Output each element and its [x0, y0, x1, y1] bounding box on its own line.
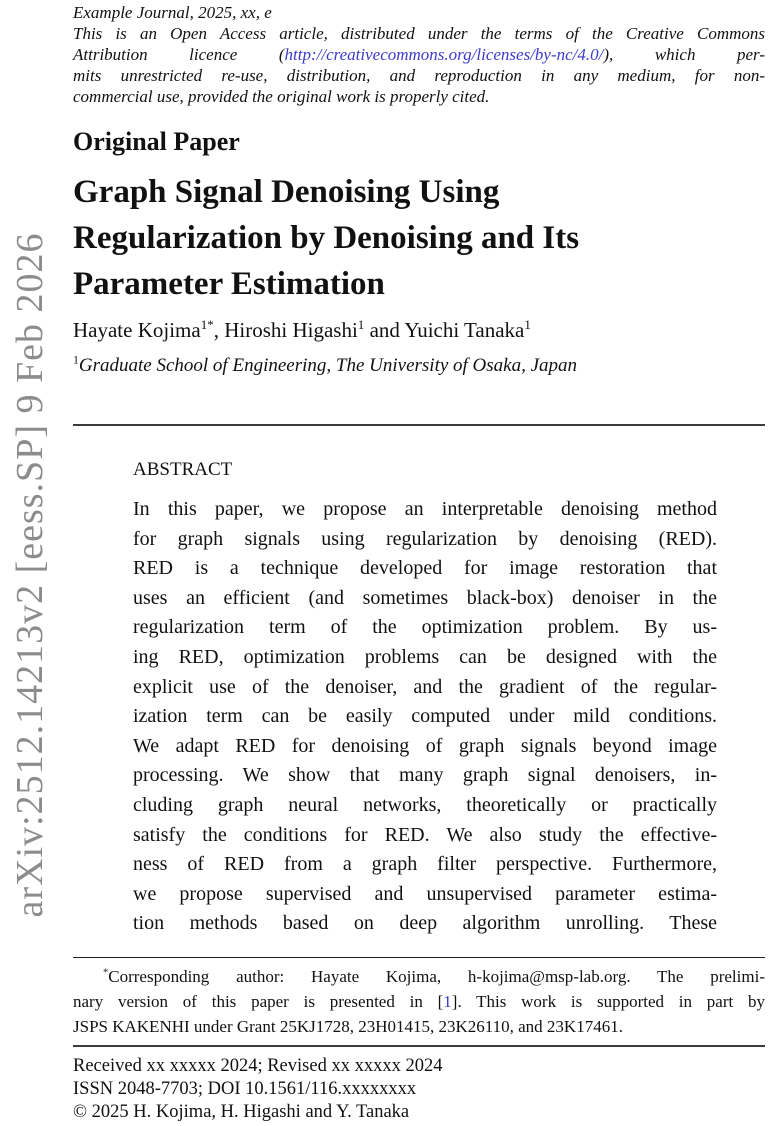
citation-1-link[interactable]: 1	[443, 991, 452, 1011]
license-line-2-post: ), which per-	[603, 45, 765, 64]
abstract-line: satisfy the conditions for RED. We also study the effective-	[133, 823, 717, 846]
abstract-line: for graph signals using regularization by denoising (RED).	[133, 527, 717, 550]
imprint-block	[73, 1055, 765, 1124]
abstract-line: explicit use of the denoiser, and the gradient of the regular-	[133, 675, 717, 698]
author-2: Hiroshi Higashi	[224, 318, 358, 342]
affiliation-text: Graduate School of Engineering, The University of Osaka, Japan	[78, 355, 578, 376]
license-line-2	[73, 44, 765, 65]
footnote-line-2-post: ]. This work is supported in part by	[451, 991, 765, 1011]
license-line-2-pre: Attribution licence (	[73, 45, 285, 64]
footnote-line-2-pre: nary version of this paper is presented in [	[73, 991, 444, 1011]
abstract-line: ization term can be easily computed under mild conditions.	[133, 705, 717, 728]
author-1-affiliation-mark: 1*	[200, 317, 214, 332]
abstract-line: ness of RED from a graph filter perspective. Furthermore,	[133, 853, 717, 876]
author-3: Yuichi Tanaka	[404, 318, 525, 342]
author-separator-2: and	[364, 318, 405, 342]
arxiv-watermark: arXiv:2512.14213v2 [eess.SP] 9 Feb 2026	[9, 232, 51, 918]
abstract-line: tion methods based on deep algorithm unrolling. These	[133, 912, 717, 935]
paper-title-line-1: Graph Signal Denoising Using	[73, 174, 500, 210]
affiliation-mark: 1	[73, 353, 79, 367]
affiliation-line	[73, 353, 765, 379]
abstract-line: we propose supervised and unsupervised parameter estima-	[133, 882, 717, 905]
authors-line	[73, 317, 765, 343]
abstract-heading: ABSTRACT	[133, 459, 233, 480]
license-line-1: This is an Open Access article, distributed under the terms of the Creative Commons	[73, 24, 765, 43]
paper-title-line-3: Parameter Estimation	[73, 266, 385, 302]
journal-header	[73, 2, 765, 107]
abstract-line: cluding graph neural networks, theoretically or practically	[133, 793, 717, 816]
author-3-affiliation-mark: 1	[524, 317, 531, 332]
footnote-separator-rule	[73, 957, 765, 958]
footnote-line-1-text: Corresponding author: Hayate Kojima, h-kojima@msp-lab.org. The prelimi-	[108, 966, 765, 986]
footnote-line-1	[73, 964, 765, 989]
footnote-asterisk: *	[103, 967, 109, 979]
copyright-line: © 2025 H. Kojima, H. Higashi and Y. Tanaka	[73, 1101, 410, 1122]
abstract-line: RED is a technique developed for image restoration that	[133, 557, 717, 580]
title-separator-rule	[73, 424, 765, 426]
received-revised-line: Received xx xxxxx 2024; Revised xx xxxxx 2024	[73, 1055, 443, 1076]
issn-doi-line: ISSN 2048-7703; DOI 10.1561/116.xxxxxxxx	[73, 1078, 417, 1099]
creative-commons-link[interactable]: http://creativecommons.org/licenses/by-nc/4.0/	[284, 45, 604, 64]
license-line-3: mits unrestricted re-use, distribution, and reproduction in any medium, for non-	[73, 66, 765, 85]
author-separator-1: ,	[213, 318, 225, 342]
paper-title	[73, 169, 765, 307]
abstract-line: regularization term of the optimization problem. By us-	[133, 616, 717, 639]
abstract-line: In this paper, we propose an interpretable denoising method	[133, 498, 717, 520]
abstract-line: uses an efficient (and sometimes black-box) denoiser in the	[133, 586, 717, 609]
abstract-body	[133, 495, 717, 939]
abstract-line: ing RED, optimization problems can be designed with the	[133, 645, 717, 668]
journal-citation-line: Example Journal, 2025, xx, e	[73, 3, 272, 22]
author-2-affiliation-mark: 1	[357, 317, 365, 332]
corresponding-author-footnote	[73, 964, 765, 1039]
author-1: Hayate Kojima	[73, 318, 201, 342]
paper-title-line-2: Regularization by Denoising and Its	[73, 220, 580, 256]
article-type-label: Original Paper	[73, 127, 240, 156]
footnote-line-2	[73, 989, 765, 1014]
license-line-4: commercial use, provided the original work is properly cited.	[73, 87, 490, 106]
imprint-separator-rule	[73, 1045, 765, 1047]
abstract-section	[133, 459, 717, 939]
abstract-line: We adapt RED for denoising of graph signals beyond image	[133, 734, 717, 757]
abstract-line: processing. We show that many graph signal denoisers, in-	[133, 764, 717, 787]
footnote-line-3: JSPS KAKENHI under Grant 25KJ1728, 23H01415, 23K26110, and 23K17461.	[73, 1016, 623, 1036]
